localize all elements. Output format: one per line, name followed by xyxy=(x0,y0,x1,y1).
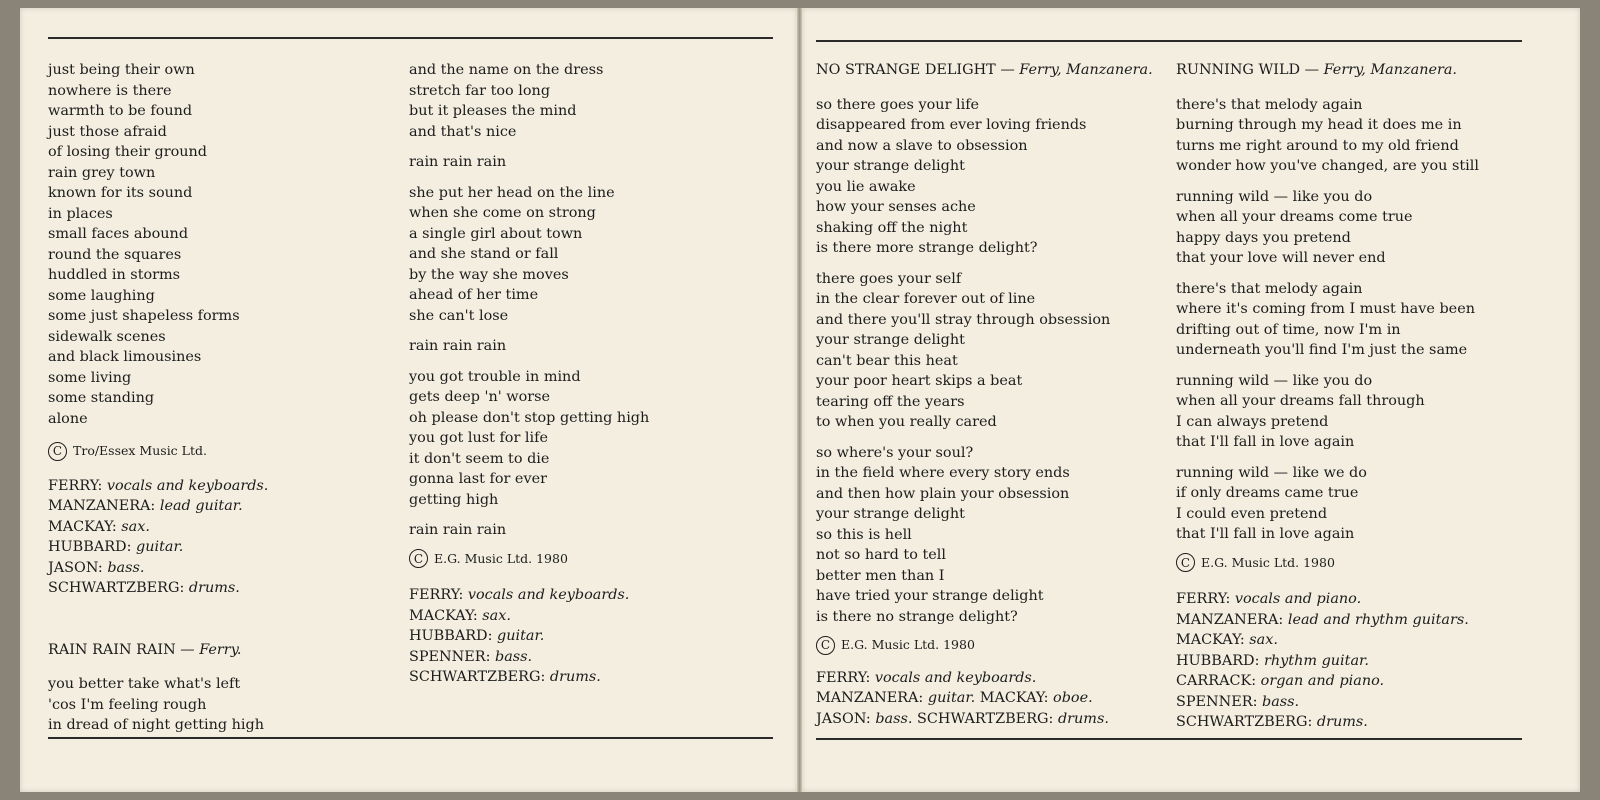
song-title xyxy=(1176,60,1479,81)
lyric-line: there's that melody again xyxy=(1176,96,1363,113)
song-title-text: RAIN RAIN RAIN — xyxy=(48,641,195,658)
lyrics-stanza xyxy=(1176,187,1479,269)
credit-line xyxy=(48,558,268,579)
musician-role: drums. xyxy=(549,669,601,685)
musician-name: SPENNER: xyxy=(409,648,495,665)
musician-role: bass. xyxy=(495,648,533,665)
musician-role: vocals and keyboards. xyxy=(467,587,630,603)
musician-role: drums. xyxy=(1057,710,1109,727)
musician-role: vocals and keyboards. xyxy=(106,477,269,494)
copyright-text: E.G. Music Ltd. 1980 xyxy=(841,637,975,652)
copyright-circle-icon: C xyxy=(409,549,428,568)
lyric-line: burning through my head it does me in xyxy=(1176,117,1462,133)
lyric-line: by the way she moves xyxy=(409,266,569,283)
credit-line xyxy=(816,668,1153,689)
musician-role: bass. xyxy=(107,559,145,576)
credit-line xyxy=(409,647,649,668)
lyric-line: underneath you'll find I'm just the same xyxy=(1176,342,1468,358)
lyric-line: running wild — like you do xyxy=(1176,372,1373,389)
musician-name: SPENNER: xyxy=(1176,693,1262,710)
lyric-line: better men than I xyxy=(816,567,945,584)
musician-name: SCHWARTZBERG: xyxy=(409,669,550,685)
musician-name: MACKAY: xyxy=(409,607,483,624)
lyric-line: your strange delight xyxy=(816,158,965,174)
refrain: rain rain rain xyxy=(409,522,507,538)
credit-line xyxy=(1176,651,1479,672)
lyric-line: that your love will never end xyxy=(1176,250,1386,266)
credits-block xyxy=(48,476,268,599)
musician-name: MANZANERA: xyxy=(1176,611,1288,628)
lyrics-stanza xyxy=(409,367,649,511)
credit-line xyxy=(48,517,268,538)
lyrics-stanza xyxy=(816,443,1153,628)
copyright-notice xyxy=(1176,553,1479,574)
lyric-line: if only dreams came true xyxy=(1176,485,1359,501)
musician-name: FERRY: xyxy=(1176,591,1235,607)
lyric-line: some laughing xyxy=(48,287,155,304)
copyright-notice xyxy=(816,635,1153,656)
lyric-line: sidewalk scenes xyxy=(48,328,166,345)
musician-role: guitar. xyxy=(136,539,184,555)
credit-line xyxy=(48,578,268,599)
lyrics-stanza xyxy=(816,95,1153,259)
musician-name: HUBBARD: xyxy=(409,628,498,644)
top-rule xyxy=(48,37,773,39)
musician-role: vocals and piano. xyxy=(1234,591,1362,607)
musician-name: SCHWARTZBERG: xyxy=(48,580,189,596)
lyric-line: shaking off the night xyxy=(816,219,968,236)
lyric-line: round the squares xyxy=(48,246,182,263)
lyric-line: rain grey town xyxy=(48,164,156,181)
lyric-line: there goes your self xyxy=(816,270,962,287)
lyric-line: not so hard to tell xyxy=(816,547,946,563)
lyric-line: but it pleases the mind xyxy=(409,103,577,119)
lyric-line: just being their own xyxy=(48,62,195,78)
lyric-line: to when you really cared xyxy=(816,414,997,430)
right-column-1 xyxy=(816,60,1153,729)
credit-line xyxy=(1176,610,1479,631)
lyric-line: you better take what's left xyxy=(48,676,241,692)
lyric-line: and she stand or fall xyxy=(409,246,559,262)
musician-name: FERRY: xyxy=(816,669,871,686)
musician-name: FERRY: xyxy=(409,587,468,603)
credit-line xyxy=(1176,630,1479,651)
musician-name: MANZANERA: xyxy=(816,690,924,706)
lyric-line: it don't seem to die xyxy=(409,450,550,467)
refrain: rain rain rain xyxy=(409,338,507,354)
musician-role: oboe. xyxy=(1053,690,1093,706)
song-title xyxy=(48,640,268,661)
musician-role: bass. xyxy=(875,710,913,727)
lyric-line: warmth to be found xyxy=(48,103,193,119)
credit-line xyxy=(1176,692,1479,713)
lyric-line: getting high xyxy=(409,491,499,508)
lyric-line: running wild — like you do xyxy=(1176,188,1373,205)
bottom-rule xyxy=(48,737,773,739)
musician-role: bass. xyxy=(1262,693,1300,710)
lyric-line: some living xyxy=(48,369,132,386)
copyright-text: E.G. Music Ltd. 1980 xyxy=(1201,554,1335,570)
musician-name: HUBBARD: xyxy=(1176,652,1265,669)
lyric-line: your poor heart skips a beat xyxy=(816,373,1023,389)
credit-line xyxy=(409,585,649,606)
left-column-1 xyxy=(48,60,268,736)
musician-role: rhythm guitar. xyxy=(1264,652,1369,669)
lyric-line: when she come on strong xyxy=(409,205,596,221)
lyric-line: your strange delight xyxy=(816,506,965,522)
musician-role: organ and piano. xyxy=(1260,673,1385,689)
lyric-line: so this is hell xyxy=(816,526,912,543)
credit-line xyxy=(48,537,268,558)
lyrics-stanza xyxy=(1176,463,1479,545)
lyrics-stanza xyxy=(1176,95,1479,177)
lyric-line: some just shapeless forms xyxy=(48,308,240,324)
lyric-line: small faces abound xyxy=(48,226,189,242)
lyric-line: is there more strange delight? xyxy=(816,240,1038,256)
lyric-line: nowhere is there xyxy=(48,82,172,99)
copyright-text: Tro/Essex Music Ltd. xyxy=(73,443,207,458)
lyric-line: known for its sound xyxy=(48,185,193,201)
song-title xyxy=(816,60,1153,81)
musician-role: lead guitar. xyxy=(159,498,243,514)
song-composer: Ferry, Manzanera. xyxy=(1323,62,1458,78)
musician-name: FERRY: xyxy=(48,477,107,494)
musician-name: CARRACK: xyxy=(1176,673,1261,689)
lyric-line: in the field where every story ends xyxy=(816,465,1070,481)
lyric-line: of losing their ground xyxy=(48,144,207,160)
lyric-line: alone xyxy=(48,410,88,427)
musician-role: guitar. xyxy=(497,628,545,644)
lyric-line: ahead of her time xyxy=(409,287,539,303)
lyric-line: drifting out of time, now I'm in xyxy=(1176,321,1401,338)
lyric-line: that I'll fall in love again xyxy=(1176,434,1355,450)
lyrics-stanza xyxy=(1176,279,1479,361)
lyric-line: gets deep 'n' worse xyxy=(409,389,551,405)
top-rule xyxy=(816,40,1522,42)
lyric-line: oh please don't stop getting high xyxy=(409,409,650,426)
song-composer: Ferry, Manzanera. xyxy=(1019,62,1153,78)
lyric-line: you got lust for life xyxy=(409,430,548,446)
lyric-line: happy days you pretend xyxy=(1176,229,1351,246)
lyric-line: tearing off the years xyxy=(816,393,965,410)
credit-line xyxy=(816,688,1153,709)
lyric-line: and there you'll stray through obsession xyxy=(816,311,1111,328)
lyrics-stanza xyxy=(409,60,649,142)
lyrics-block xyxy=(48,674,268,736)
bottom-rule xyxy=(816,738,1522,740)
left-column-2 xyxy=(409,60,649,688)
lyric-line: have tried your strange delight xyxy=(816,588,1044,604)
musician-role: sax. xyxy=(482,607,511,624)
lyric-line: and black limousines xyxy=(48,349,202,365)
musician-name: SCHWARTZBERG: xyxy=(917,710,1054,727)
lyric-line: you lie awake xyxy=(816,178,916,195)
lyric-line: your strange delight xyxy=(816,332,965,348)
lyric-line: disappeared from ever loving friends xyxy=(816,117,1087,133)
right-page xyxy=(802,8,1580,792)
credit-line xyxy=(48,496,268,517)
lyrics-stanza xyxy=(409,183,649,327)
lyric-line: running wild — like we do xyxy=(1176,464,1367,481)
lyric-line: a single girl about town xyxy=(409,225,583,242)
musician-name: MANZANERA: xyxy=(48,498,160,514)
lyric-line: I can always pretend xyxy=(1176,413,1329,430)
credit-line xyxy=(409,606,649,627)
lyric-line: how your senses ache xyxy=(816,199,976,215)
copyright-circle-icon: C xyxy=(816,636,835,655)
lyric-line: stretch far too long xyxy=(409,82,551,99)
credit-line xyxy=(409,667,649,688)
lyric-line: 'cos I'm feeling rough xyxy=(48,696,207,713)
lyric-line: and the name on the dress xyxy=(409,62,604,78)
lyric-line: so where's your soul? xyxy=(816,444,974,461)
lyric-line: just those afraid xyxy=(48,123,167,140)
credit-line xyxy=(48,476,268,497)
musician-role: sax. xyxy=(121,518,150,535)
lyric-line: she put her head on the line xyxy=(409,184,615,201)
musician-name: JASON: xyxy=(48,559,108,576)
refrain: rain rain rain xyxy=(409,154,507,170)
lyric-line: is there no strange delight? xyxy=(816,608,1018,625)
lyric-line: and that's nice xyxy=(409,123,517,140)
credit-line xyxy=(1176,712,1479,733)
lyric-line: when all your dreams come true xyxy=(1176,209,1413,225)
copyright-notice xyxy=(409,549,649,570)
lyric-line: wonder how you've changed, are you still xyxy=(1176,158,1479,174)
lyrics-stanza xyxy=(816,269,1153,433)
song-title-text: NO STRANGE DELIGHT — xyxy=(816,62,1015,78)
lyric-line: gonna last for ever xyxy=(409,471,547,487)
copyright-notice xyxy=(48,441,268,462)
credit-line xyxy=(1176,589,1479,610)
right-column-2 xyxy=(1176,60,1479,733)
musician-role: drums. xyxy=(1316,714,1368,730)
lyric-line: can't bear this heat xyxy=(816,352,958,369)
musician-name: JASON: xyxy=(816,710,871,727)
credit-line xyxy=(1176,671,1479,692)
credit-line xyxy=(816,709,1153,730)
lyric-line: that I'll fall in love again xyxy=(1176,526,1355,542)
lyric-line: I could even pretend xyxy=(1176,505,1328,522)
lyric-line: in dread of night getting high xyxy=(48,717,264,733)
credits-block xyxy=(409,585,649,688)
musician-role: vocals and keyboards. xyxy=(874,669,1037,686)
lyric-line: there's that melody again xyxy=(1176,280,1363,297)
lyric-line: and then how plain your obsession xyxy=(816,485,1070,502)
musician-name: MACKAY: xyxy=(48,518,122,535)
musician-role: sax. xyxy=(1249,632,1278,648)
copyright-text: E.G. Music Ltd. 1980 xyxy=(434,550,568,566)
musician-role: guitar. xyxy=(927,690,976,706)
lyric-line: in the clear forever out of line xyxy=(816,291,1036,307)
lyric-line: you got trouble in mind xyxy=(409,368,581,385)
lyric-line: she can't lose xyxy=(409,307,509,324)
lyric-line: turns me right around to my old friend xyxy=(1176,137,1459,154)
song-title-text: RUNNING WILD — xyxy=(1176,62,1320,78)
lyric-line: and now a slave to obsession xyxy=(816,137,1028,154)
copyright-circle-icon: C xyxy=(48,442,67,461)
musician-name: SCHWARTZBERG: xyxy=(1176,714,1317,730)
left-page xyxy=(20,8,797,792)
lyric-line: when all your dreams fall through xyxy=(1176,393,1425,409)
lyrics-block xyxy=(48,60,268,429)
lyrics-stanza xyxy=(1176,371,1479,453)
lyric-line: so there goes your life xyxy=(816,96,980,113)
lyric-line: some standing xyxy=(48,390,155,406)
musician-name: HUBBARD: xyxy=(48,539,137,555)
credits-block xyxy=(1176,589,1479,733)
lyric-line: in places xyxy=(48,205,113,222)
copyright-circle-icon: C xyxy=(1176,553,1195,572)
lyric-line: huddled in storms xyxy=(48,267,181,283)
musician-role: drums. xyxy=(188,580,240,596)
credit-line xyxy=(409,626,649,647)
song-composer: Ferry. xyxy=(199,641,242,658)
lyric-line: where it's coming from I must have been xyxy=(1176,301,1475,317)
musician-name: MACKAY: xyxy=(1176,632,1250,648)
musician-role: lead and rhythm guitars. xyxy=(1287,611,1469,628)
musician-name: MACKAY: xyxy=(979,690,1049,706)
